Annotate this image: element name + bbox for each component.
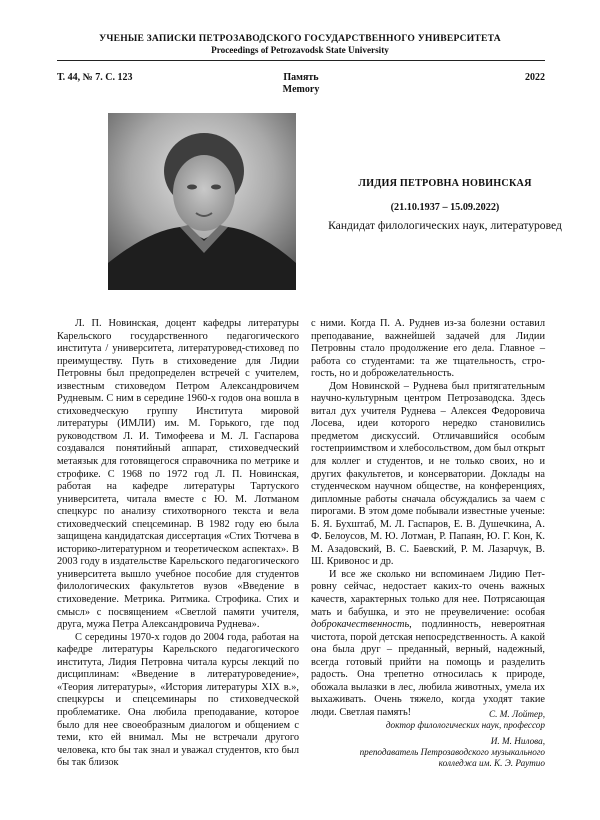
paragraph-4-end: , подлинность, невероятная чистота, порой детская непосредственность. А какой она была друг – преданный, верный, надежный, всегда готовый прийти на помощь и разделить радость. Она трепетно относилась к природе, обожала вылазки в лес, любила животных, умела их выхаживать. Очень тяжело, когда уходят такие люди. Светлая память! — [311, 619, 545, 718]
year: 2022 — [525, 72, 545, 83]
signature-2-name: И. М. Нилова, — [490, 736, 545, 746]
paragraph-1: Л. П. Новинская, доцент кафедры литературы Карельского государственного педагогического института / университета, литературовед-стиховед по преимуществу. Путь в стиховедение для Лидии Петровны был предопределен встречей с учителем, известным стиховедом Петром Александровичем Рудневым. С ним в середине 1960-х годов она вошла в стиховедческую группу Института мировой литературы (ИМЛИ) им. М. Горького, где под руководством Л. И. Тимофеева и М. Л. Гаспарова создавался понятийный аппарат, стиховедческий метаязык для готовящегося справочника по метрике и строфике. С 1968 по 1972 год Л. П. Новинская, работая на кафедре литературы Тартуского университета, читала вместе с Ю. М. Лотманом спецкурс по анализу стихотворного текста и вела стиховедческий спецсеминар. В 1982 году ею была защищена кандидатская диссертация «Стих Тютчева в историко-литературном и теоретическом аспектах». В 2003 году в издательстве Карельского педагогического университета вышло учебное пособие для студентов филологических факультетов вузов «Введение в стиховедение. Метрика. Ритмика. Строфика. Стих и смысл» с посвящением «Светлой памяти учителя, друга, мужа Петра Александровича Руднева». — [57, 318, 299, 631]
academic-degree: Кандидат филологических наук, литературовед — [328, 219, 562, 232]
section-heading — [57, 72, 545, 96]
paragraph-3: Дом Новинской – Руднева был притягательным научно-культурным центром Петрозаводска. Здесь витал дух учителя Руднева – Алексея Федоровича Лосева, идеи которого нередко становились предметом дискуссий. Отличавшийся особым гостеприимством и хлебосольством, дом был открыт для коллег и студентов, и не только своих, но и других факультетов, и консерватории. Доклады на студенческом научном обществе, на конференциях, дипломные работы сначала обсуждались за чаем с пирогами. В этом доме побывали известные ученые: Б. Я. Бухштаб, М. Л. Гаспаров, Е. В. Душечкина, А. Ф. Белоусов, М. Ю. Лотман, Р. Папаян, Ю. Г. Кон, К. М. Азадовский, В. С. Баевский, Р. М. Лазарчук, В. Ш. Кривонос и др. — [311, 380, 545, 568]
journal-header — [0, 33, 600, 55]
paragraph-2-continued: с ними. Когда П. А. Руднев из-за болезни оставил преподавание, важнейшей задачей для Лидии Петровны стало продолжение его дела. Главное – работа со студентами: та же тщательность, строгость, но и доброжелательность. — [311, 318, 545, 380]
signature-1-name: С. М. Лойтер, — [489, 709, 545, 719]
journal-title-ru: УЧЕНЫЕ ЗАПИСКИ ПЕТРОЗАВОДСКОГО ГОСУДАРСТВЕННОГО УНИВЕРСИТЕТА — [99, 33, 501, 44]
portrait-photo — [108, 113, 296, 290]
section-ru: Память — [283, 72, 319, 83]
signature-2 — [311, 736, 545, 769]
signature-1 — [311, 709, 545, 731]
portrait-image — [108, 113, 296, 290]
life-dates: (21.10.1937 – 15.09.2022) — [390, 202, 500, 213]
signature-2-role-line1: преподаватель Петрозаводского музыкального — [359, 747, 545, 757]
signature-1-role: доктор филологических наук, профессор — [385, 720, 545, 730]
paragraph-4-start: И все же сколько ни вспоминаем Лидию Петровну сейчас, недостает каких-то очень важных качеств, характерных только для нее. Потрясающая мать и бабушка, и это не преувеличение: особая — [311, 568, 545, 618]
journal-title-en: Proceedings of Petrozavodsk State University — [211, 45, 389, 55]
text-column-right — [311, 318, 545, 720]
person-name: ЛИДИЯ ПЕТРОВНА НОВИНСКАЯ — [358, 178, 532, 189]
volume-info: Т. 44, № 7. С. 123 — [57, 72, 133, 83]
paragraph-2: С середины 1970-х годов до 2004 года, работая на кафедре литературы Карельского педагогического института, Лидия Петровна читала курсы лекций по дисциплинам: «Введение в литературоведение», «Теория литературы», «История литературы XIX в.», спецкурсы и спецсеминары по стиховедческой проблематике. Она любила преподавание, которое было для нее своеобразным диалогом и общением с теми, кто ей внимал. Мы не встречали другого человека, кто бы так знал и уважал студентов, кто был бы так близок — [57, 631, 299, 769]
text-column-left — [57, 318, 299, 770]
section-en: Memory — [282, 84, 320, 95]
issue-meta — [57, 72, 545, 100]
signature-2-role-line2: колледжа им. К. Э. Раутио — [438, 758, 545, 768]
paragraph-4 — [311, 569, 545, 720]
paragraph-4-emphasis: доброкачественность — [311, 619, 410, 631]
header-rule — [57, 60, 545, 61]
